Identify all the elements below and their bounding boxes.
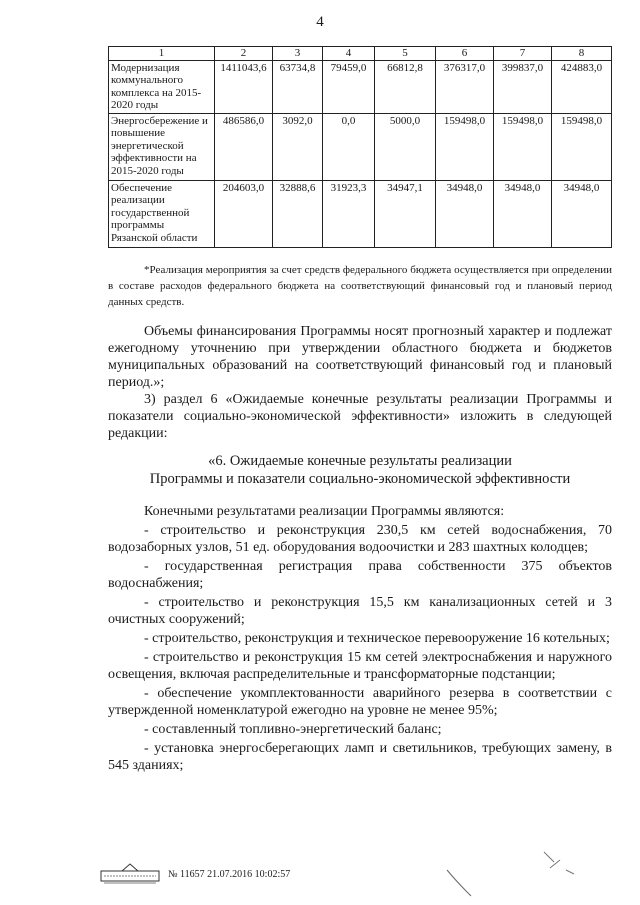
- table-cell-name: Модернизация коммунального комплекса на 2015-2020 годы: [109, 60, 215, 113]
- table-row: [109, 113, 612, 180]
- table-cell: 34947,1: [375, 180, 436, 247]
- table-cell: 32888,6: [273, 180, 323, 247]
- list-item: - установка энергосберегающих ламп и светильников, требующих замену, в 545 зданиях;: [108, 741, 612, 773]
- document-footer: [100, 863, 290, 885]
- table-cell: 31923,3: [323, 180, 375, 247]
- list-item: - обеспечение укомплектованности аварийного резерва в соответствии с утвержденной номенклатурой ежегодно на уровне не менее 95%;: [108, 686, 612, 718]
- table-cell: 0,0: [323, 113, 375, 180]
- table-cell: 66812,8: [375, 60, 436, 113]
- table-cell: 34948,0: [436, 180, 494, 247]
- table-header-cell: 5: [375, 47, 436, 61]
- paragraph-financing-volumes: Объемы финансирования Программы носят прогнозный характер и подлежат ежегодному уточнению при утверждении областного бюджета и бюджетов муниципальных образований на соответствующий финансовый год и плановый период.»;: [108, 324, 612, 390]
- list-item: - составленный топливно-энергетический баланс;: [144, 722, 442, 737]
- table-cell: 34948,0: [494, 180, 552, 247]
- table-header-cell: 6: [436, 47, 494, 61]
- list-item: - строительство и реконструкция 15 км сетей электроснабжения и наружного освещения, включая распределительные и трансформаторные подстанции;: [108, 650, 612, 682]
- table-cell: 34948,0: [552, 180, 612, 247]
- list-item: - государственная регистрация права собственности 375 объектов водоснабжения;: [108, 559, 612, 591]
- results-list: [108, 522, 612, 774]
- financing-table: [108, 46, 612, 248]
- table-header-cell: 8: [552, 47, 612, 61]
- table-row: [109, 60, 612, 113]
- table-header-row: [109, 47, 612, 61]
- table-cell: 159498,0: [436, 113, 494, 180]
- section-heading-line1: «6. Ожидаемые конечные результаты реализации: [208, 453, 512, 469]
- table-header-cell: 3: [273, 47, 323, 61]
- table-cell: 399837,0: [494, 60, 552, 113]
- table-header-cell: 4: [323, 47, 375, 61]
- table-header-cell: 1: [109, 47, 215, 61]
- section-heading-line2: Программы и показатели социально-экономической эффективности: [149, 471, 571, 487]
- table-cell-name: Обеспечение реализации государственной программы Рязанской области: [109, 180, 215, 247]
- section-heading: [108, 452, 612, 488]
- list-item: - строительство, реконструкция и техническое перевооружение 16 котельных;: [144, 631, 610, 646]
- table-cell: 159498,0: [552, 113, 612, 180]
- table-cell: 79459,0: [323, 60, 375, 113]
- page-number: 4: [316, 14, 324, 30]
- table-cell: 159498,0: [494, 113, 552, 180]
- registry-stamp-logo-icon: [100, 863, 160, 885]
- list-item: - строительство и реконструкция 15,5 км канализационных сетей и 3 очистных сооружений;: [108, 595, 612, 627]
- table-cell: 424883,0: [552, 60, 612, 113]
- table-row: [109, 180, 612, 247]
- table-cell: 486586,0: [215, 113, 273, 180]
- footnote: *Реализация мероприятия за счет средств федерального бюджета осуществляется при определении в составе расходов федерального бюджета на соответствующий финансовый год и плановый период данных средств.: [108, 264, 612, 308]
- table-cell: 5000,0: [375, 113, 436, 180]
- table-cell: 376317,0: [436, 60, 494, 113]
- results-intro: Конечными результатами реализации Программы являются:: [144, 504, 505, 519]
- table-cell: 204603,0: [215, 180, 273, 247]
- table-header-cell: 2: [215, 47, 273, 61]
- pen-mark-icon: [540, 848, 580, 878]
- table-cell-name: Энергосбережение и повышение энергетической эффективности на 2015-2020 годы: [109, 113, 215, 180]
- registration-stamp: № 11657 21.07.2016 10:02:57: [168, 868, 291, 880]
- pen-mark-icon: [445, 868, 475, 898]
- table-header-cell: 7: [494, 47, 552, 61]
- table-cell: 63734,8: [273, 60, 323, 113]
- table-cell: 3092,0: [273, 113, 323, 180]
- paragraph-section-amendment: 3) раздел 6 «Ожидаемые конечные результаты реализации Программы и показатели социально-экономической эффективности» изложить в следующей редакции:: [108, 392, 612, 441]
- list-item: - строительство и реконструкция 230,5 км сетей водоснабжения, 70 водозаборных узлов, 51 ед. оборудования водоочистки и 283 шахтных колодцев;: [108, 523, 612, 555]
- table-cell: 1411043,6: [215, 60, 273, 113]
